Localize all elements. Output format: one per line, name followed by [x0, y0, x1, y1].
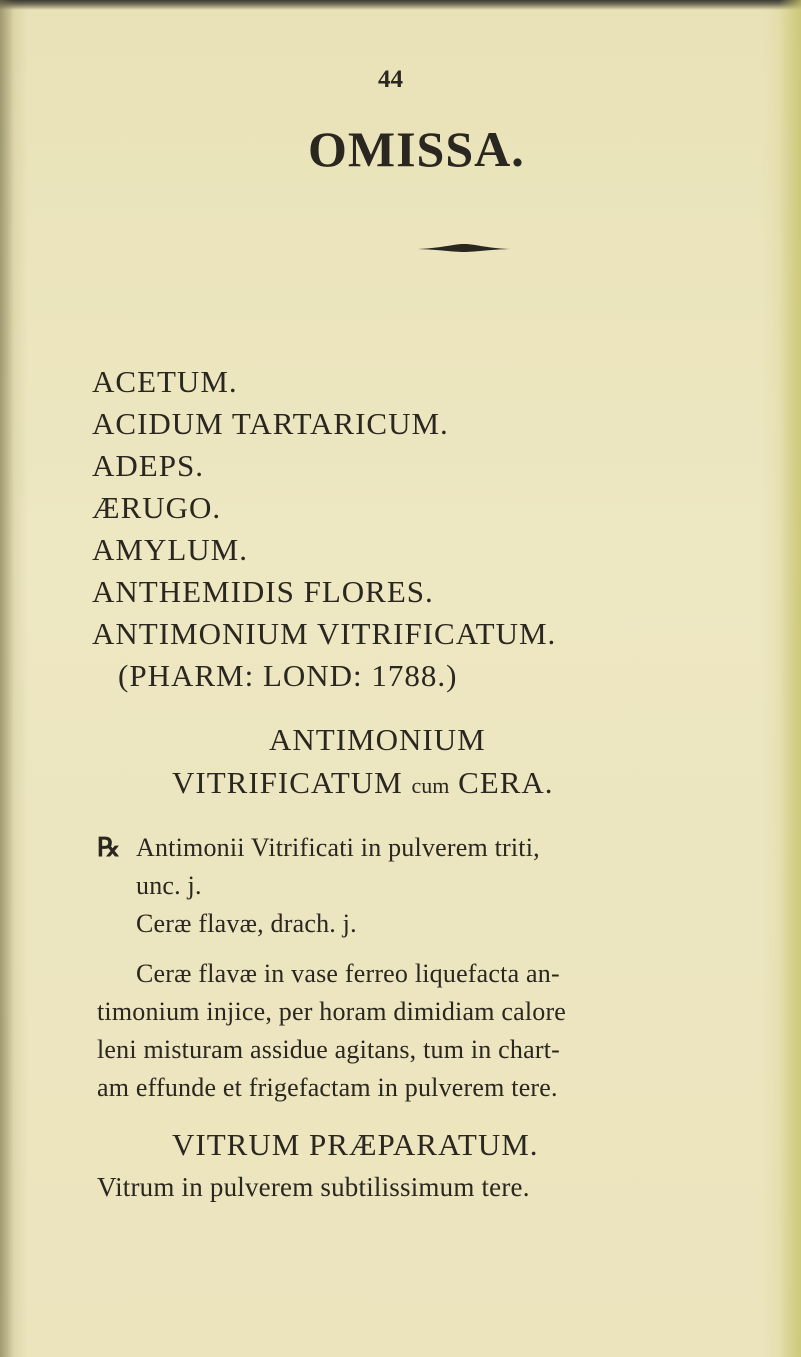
page-right-stain: [779, 0, 801, 1357]
recipe-symbol: ℞: [97, 833, 121, 862]
list-item-amylum: AMYLUM.: [92, 532, 248, 567]
page-top-shadow: [0, 0, 801, 10]
divider-ornament: [418, 243, 510, 253]
method-line-2: timonium injice, per horam dimidiam calore: [97, 997, 567, 1026]
recipe-title-main: VITRIFICATUM: [172, 765, 403, 800]
method-line-4: am effunde et frigefactam in pulverem tere.: [97, 1073, 558, 1102]
list-item-acetum: ACETUM.: [92, 364, 238, 399]
ingredient-1-line-2: unc. j.: [136, 871, 202, 900]
method-line-1: Ceræ flavæ in vase ferreo liquefacta an-: [136, 959, 560, 988]
recipe-title-line-2: [172, 765, 554, 801]
recipe-title-line-1: ANTIMONIUM: [269, 722, 486, 757]
list-item-acidum-tartaricum: ACIDUM TARTARICUM.: [92, 406, 449, 441]
page-left-shadow: [0, 0, 14, 1357]
recipe-title-connector: cum: [411, 773, 450, 798]
page-heading: OMISSA.: [308, 121, 525, 177]
list-item-anthemidis-flores: ANTHEMIDIS FLORES.: [92, 574, 434, 609]
second-recipe-method: Vitrum in pulverem subtilissimum tere.: [97, 1172, 530, 1202]
ingredient-1-line-1: Antimonii Vitrificati in pulverem triti,: [136, 833, 540, 862]
method-line-3: leni misturam assidue agitans, tum in chart-: [97, 1035, 560, 1064]
list-item-adeps: ADEPS.: [92, 448, 204, 483]
list-item-aerugo: ÆRUGO.: [92, 490, 222, 525]
recipe-title-end: CERA.: [458, 765, 554, 800]
page-number: 44: [378, 66, 403, 93]
list-item-antimonium-vitrificatum: ANTIMONIUM VITRIFICATUM.: [92, 616, 557, 651]
ingredient-2: Ceræ flavæ, drach. j.: [136, 909, 357, 938]
second-recipe-title: VITRUM PRÆPARATUM.: [172, 1127, 539, 1162]
source-note: (PHARM: LOND: 1788.): [118, 658, 458, 693]
